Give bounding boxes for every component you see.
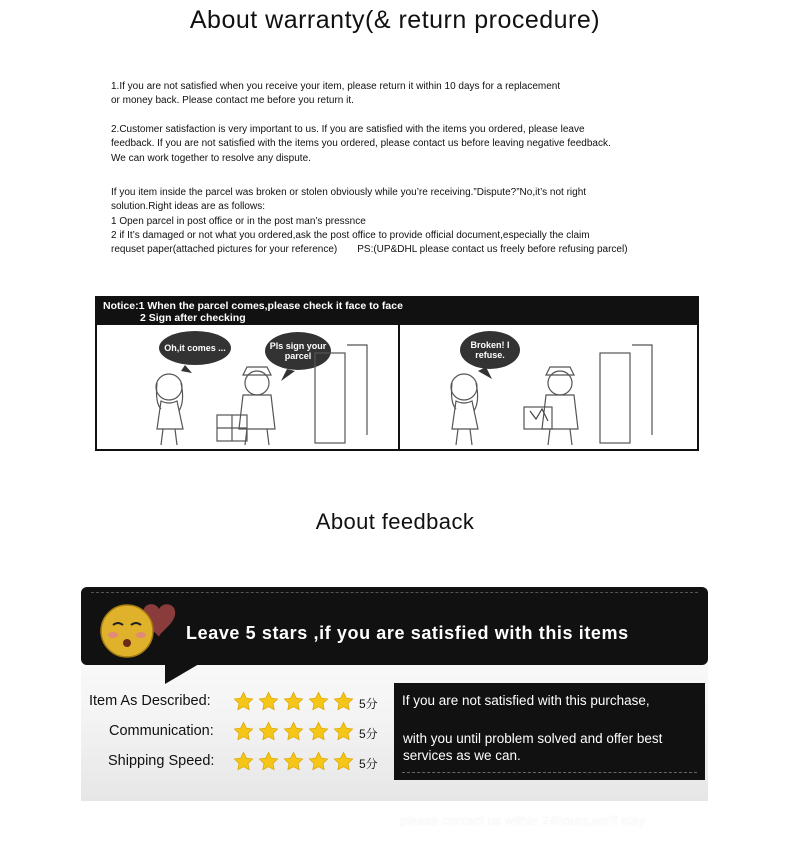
bubble-text: Pls sign your parcel (269, 341, 327, 361)
message-line-2: with you until problem solved and offer best services as we can. (403, 731, 663, 763)
dissatisfied-message-box (394, 683, 705, 780)
feedback-banner (81, 587, 708, 665)
dashed-divider (402, 772, 697, 773)
bubble-text: Oh,it comes ... (164, 343, 226, 353)
star-icon (333, 691, 354, 712)
notice-line-1: Notice:1 When the parcel comes,please check it face to face (103, 300, 403, 312)
text-line: We can work together to resolve any dispute. (111, 152, 311, 164)
comic-scene-receive (97, 325, 400, 449)
ps-note: PS:(UP&DHL please contact us freely before refusing parcel) (357, 244, 628, 256)
feedback-title: About feedback (315, 509, 475, 534)
text-span: requset paper(attached pictures for your reference) (111, 244, 338, 256)
rating-label: Communication: (109, 723, 214, 739)
rating-item-described (81, 691, 391, 715)
rating-label: Item As Described: (89, 693, 211, 709)
star-icon (283, 691, 304, 712)
rating-score: 5分 (359, 727, 378, 741)
refuse-illustration (400, 325, 697, 449)
rating-shipping-speed (81, 751, 391, 775)
star-icon (333, 721, 354, 742)
star-icon (258, 691, 279, 712)
bubble-text: Broken! I refuse. (470, 340, 510, 360)
text-line: 1.If you are not satisfied when you receive your item, please return it within 10 days for a replacement (111, 81, 561, 92)
text-line: 2.Customer satisfaction is very important to us. If you are satisfied with the items you ordered, please leave (111, 124, 585, 135)
star-icon (233, 721, 254, 742)
text-line: or money back. Please contact me before you return it. (111, 95, 354, 107)
rating-score: 5分 (359, 757, 378, 771)
warranty-point-2 (111, 123, 611, 166)
text-line: feedback. If you are not satisfied with the items you ordered, please contact us before leaving negative feedback. (111, 138, 611, 150)
banner-pointer (165, 664, 199, 684)
star-icon (283, 751, 304, 772)
faded-contact-text: please contact us within 24hours,we’ll stay (400, 813, 645, 828)
rating-communication (81, 721, 391, 745)
notice-line-2: 2 Sign after checking (140, 312, 246, 324)
message-line-1: If you are not satisfied with this purchase, (402, 693, 650, 708)
star-icon (308, 721, 329, 742)
star-icon (283, 721, 304, 742)
comic-scene-refuse (400, 325, 697, 449)
warranty-point-1 (111, 80, 560, 109)
star-rating (233, 691, 358, 713)
star-icon (333, 751, 354, 772)
blushing-emoji-icon (93, 591, 183, 669)
star-icon (308, 751, 329, 772)
text-line (111, 243, 628, 257)
receive-illustration (97, 325, 398, 449)
star-icon (308, 691, 329, 712)
rating-score: 5分 (359, 697, 378, 711)
warranty-point-3 (111, 186, 628, 257)
star-icon (233, 691, 254, 712)
text-line: 2 if It’s damaged or not what you ordered,ask the post office to provide official document,especially the claim (111, 229, 590, 241)
text-line: If you item inside the parcel was broken or stolen obviously while you’re receiving.”Dispute?”No,it’s not right (111, 187, 587, 198)
text-line: 1 Open parcel in post office or in the post man’s pressnce (111, 215, 366, 227)
banner-text: Leave 5 stars ,if you are satisfied with this items (186, 623, 629, 643)
star-icon (258, 751, 279, 772)
star-rating (233, 721, 358, 743)
star-icon (233, 751, 254, 772)
text-line: solution.Right ideas are as follows: (111, 201, 265, 213)
star-icon (258, 721, 279, 742)
notice-header (97, 298, 697, 325)
rating-label: Shipping Speed: (108, 753, 215, 769)
warranty-title: About warranty(& return procedure) (189, 6, 601, 34)
star-rating (233, 751, 358, 773)
feedback-panel (81, 587, 708, 801)
notice-panel (95, 296, 699, 451)
